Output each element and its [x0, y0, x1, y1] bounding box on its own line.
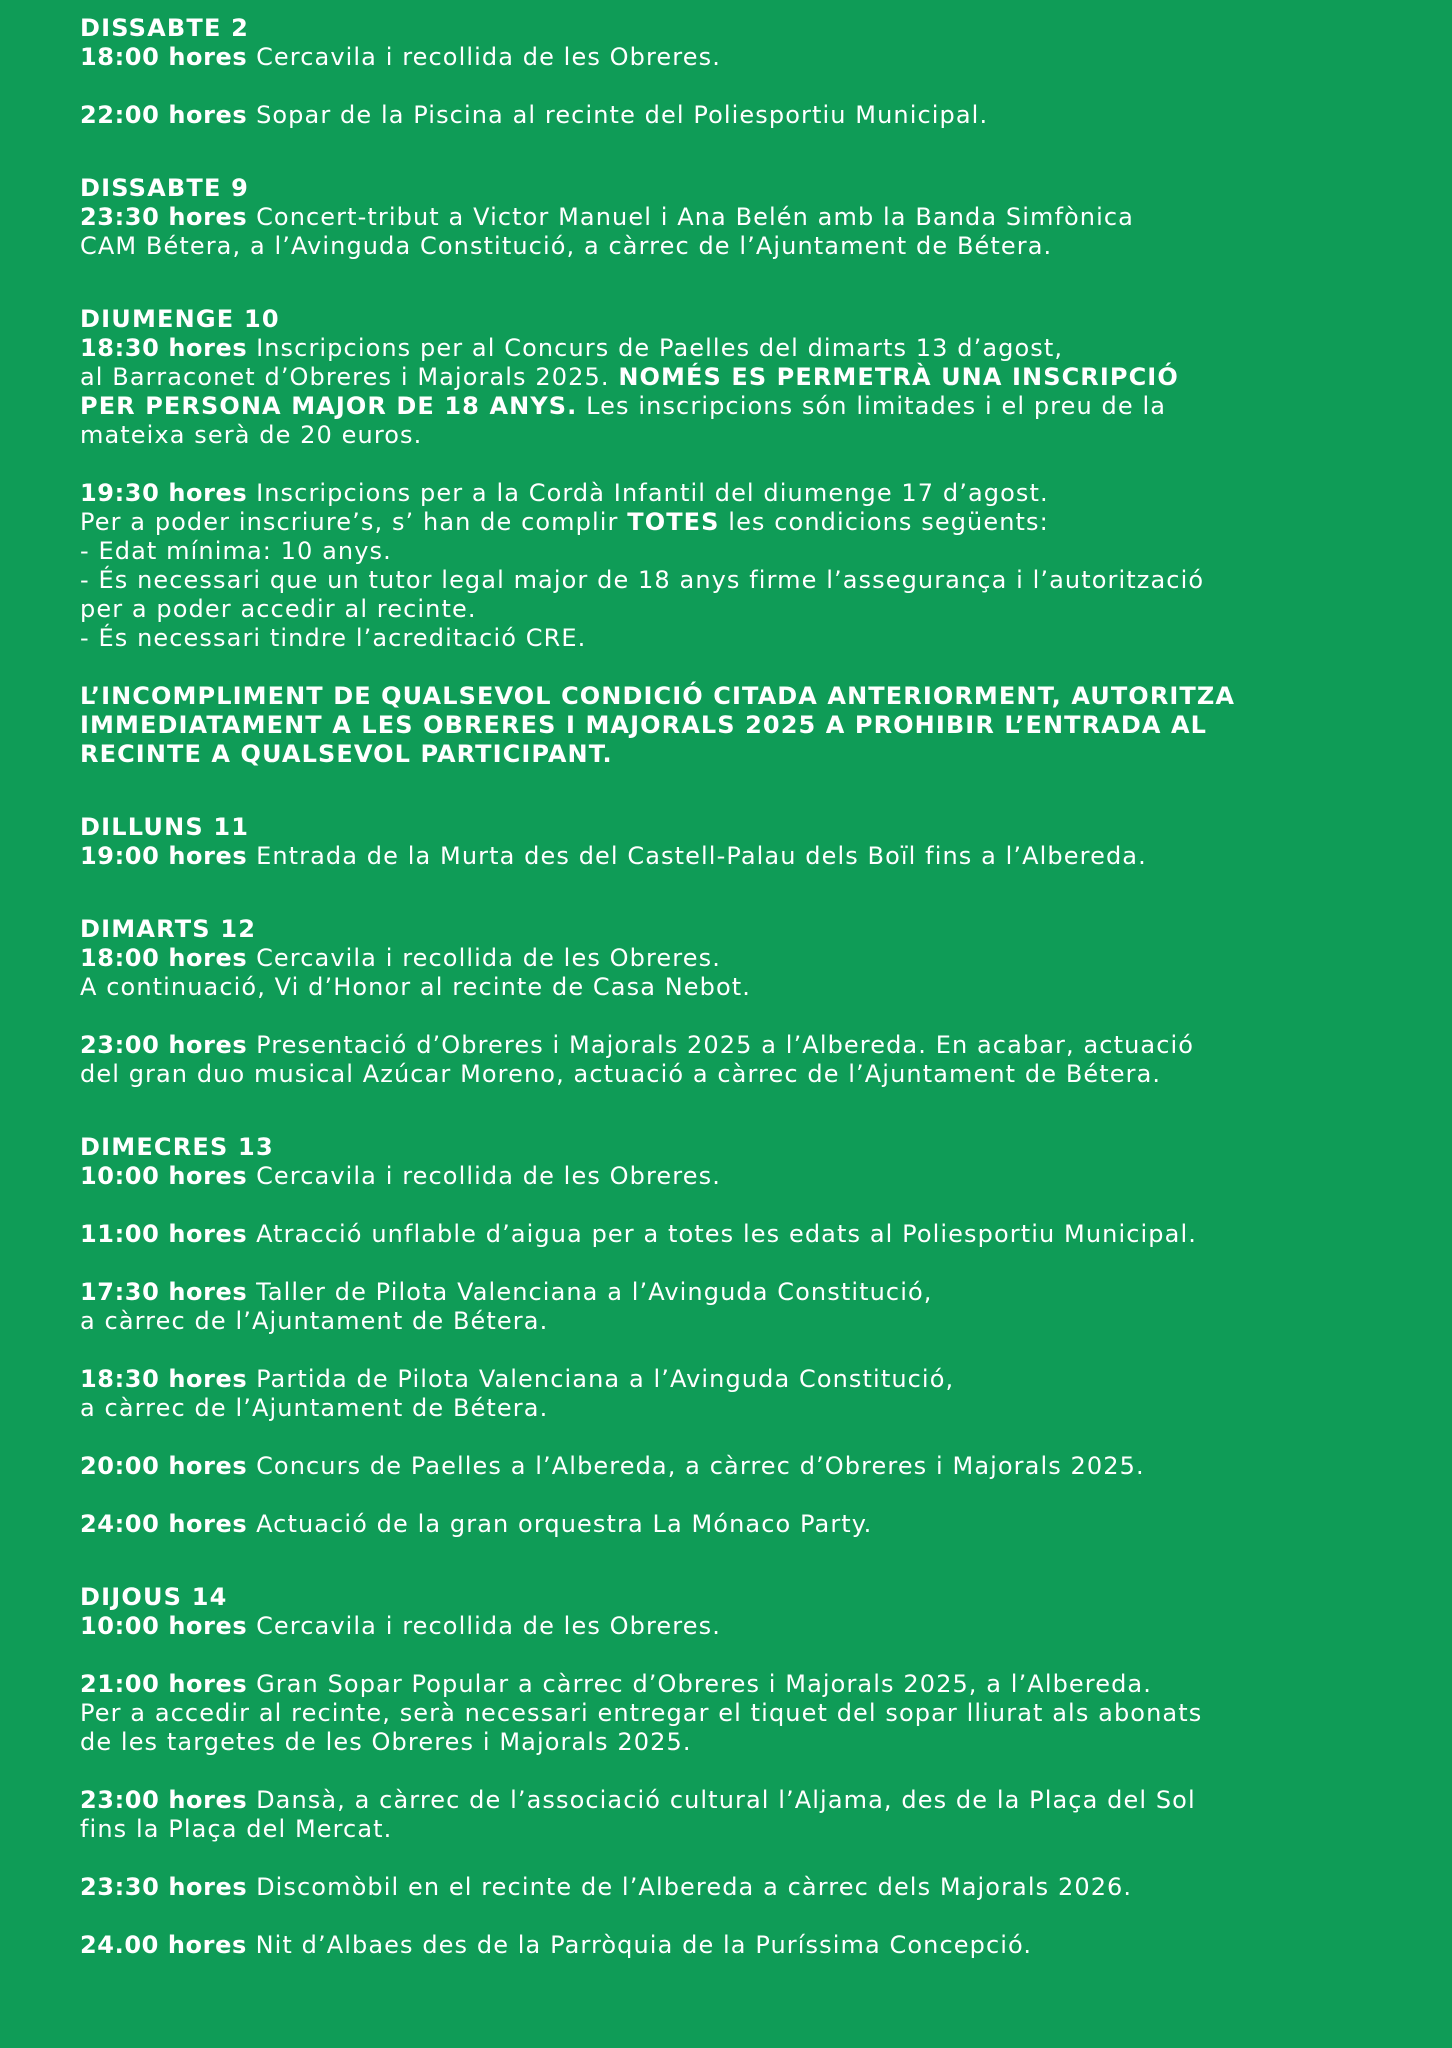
event-text-line2-rest: les condicions següents:: [728, 508, 1049, 536]
day-title: DIMECRES 13: [80, 1133, 274, 1161]
event: [80, 43, 1430, 72]
event: [80, 1365, 1430, 1423]
festival-schedule: [80, 14, 1430, 1960]
event-time: 23:30 hores: [80, 1873, 248, 1901]
event-text: Taller de Pilota Valenciana a l’Avinguda Constitució,: [256, 1278, 933, 1306]
event: [80, 1278, 1430, 1336]
event-text-line2: al Barraconet d’Obreres i Majorals 2025.: [80, 363, 610, 391]
event-text: Sopar de la Piscina al recinte del Poliesportiu Municipal.: [256, 101, 989, 129]
event-text: Cercavila i recollida de les Obreres.: [256, 944, 721, 972]
event-time: 18:30 hores: [80, 334, 248, 362]
event-time: 21:00 hores: [80, 1670, 248, 1698]
event-text: Concurs de Paelles a l’Albereda, a càrrec d’Obreres i Majorals 2025.: [256, 1452, 1145, 1480]
event-text: Presentació d’Obreres i Majorals 2025 a l’Albereda. En acabar, actuació: [256, 1031, 1195, 1059]
event-text-line3: de les targetes de les Obreres i Majorals 2025.: [80, 1728, 692, 1756]
event: [80, 1031, 1430, 1089]
event-text-line2: a càrrec de l’Ajuntament de Bétera.: [80, 1307, 549, 1335]
day-title: DIUMENGE 10: [80, 305, 280, 333]
event-text-line2: a càrrec de l’Ajuntament de Bétera.: [80, 1394, 549, 1422]
event-text-line2: fins la Plaça del Mercat.: [80, 1815, 393, 1843]
event: [80, 1612, 1430, 1641]
day-dijous-14: [80, 1583, 1430, 1960]
event: [80, 1162, 1430, 1191]
day-dimarts-12: [80, 915, 1430, 1089]
condition-item-cont: per a poder accedir al recinte.: [80, 595, 477, 623]
event: [80, 1510, 1430, 1539]
event-time: 19:30 hores: [80, 479, 248, 507]
event-time: 23:00 hores: [80, 1031, 248, 1059]
warning-line: RECINTE A QUALSEVOL PARTICIPANT.: [80, 740, 613, 768]
day-dissabte-9: [80, 174, 1430, 261]
event: [80, 203, 1430, 261]
day-title: DISSABTE 2: [80, 14, 250, 42]
event-time: 11:00 hores: [80, 1220, 248, 1248]
event-time: 18:00 hores: [80, 944, 248, 972]
event: [80, 1670, 1430, 1757]
event: [80, 1452, 1430, 1481]
event-text-line2: Per a poder inscriure’s, s’ han de complir: [80, 508, 619, 536]
event-text: Concert-tribut a Victor Manuel i Ana Belén amb la Banda Simfònica: [256, 203, 1134, 231]
event-text-line2: CAM Bétera, a l’Avinguda Constitució, a càrrec de l’Ajuntament de Bétera.: [80, 232, 1053, 260]
event: [80, 1220, 1430, 1249]
event-time: 17:30 hores: [80, 1278, 248, 1306]
event-emphasis: TOTES: [627, 508, 720, 536]
day-dissabte-2: [80, 14, 1430, 130]
event-text: Atracció unflable d’aigua per a totes les edats al Poliesportiu Municipal.: [256, 1220, 1197, 1248]
event-time: 23:00 hores: [80, 1786, 248, 1814]
day-dilluns-11: [80, 813, 1430, 871]
event-time: 23:30 hores: [80, 203, 248, 231]
event: [80, 1786, 1430, 1844]
condition-item: - És necessari que un tutor legal major de 18 anys firme l’assegurança i l’autorització: [80, 566, 1205, 594]
event-text: Entrada de la Murta des del Castell-Palau dels Boïl fins a l’Albereda.: [256, 842, 1147, 870]
event-emphasis: NOMÉS ES PERMETRÀ UNA INSCRIPCIÓ: [618, 363, 1179, 391]
event-time: 24.00 hores: [80, 1931, 247, 1959]
condition-item: - Edat mínima: 10 anys.: [80, 537, 392, 565]
event-text: Inscripcions per a la Cordà Infantil del diumenge 17 d’agost.: [256, 479, 1049, 507]
event-text: Cercavila i recollida de les Obreres.: [256, 43, 721, 71]
condition-item: - És necessari tindre l’acreditació CRE.: [80, 624, 587, 652]
event: [80, 479, 1430, 537]
event-text: Discomòbil en el recinte de l’Albereda a càrrec dels Majorals 2026.: [256, 1873, 1133, 1901]
event-text-line3: Les inscripcions són limitades i el preu de la: [586, 392, 1167, 420]
event-time: 22:00 hores: [80, 101, 248, 129]
event: [80, 944, 1430, 1002]
event-text-line2: Per a accedir al recinte, serà necessari entregar el tiquet del sopar lliurat als abonats: [80, 1699, 1203, 1727]
event: [80, 1873, 1430, 1902]
event-time: 18:30 hores: [80, 1365, 248, 1393]
event-text: Nit d’Albaes des de la Parròquia de la Puríssima Concepció.: [255, 1931, 1033, 1959]
event-text-line4: mateixa serà de 20 euros.: [80, 421, 423, 449]
event-text: Cercavila i recollida de les Obreres.: [256, 1612, 721, 1640]
day-title: DIJOUS 14: [80, 1583, 228, 1611]
day-title: DIMARTS 12: [80, 915, 257, 943]
event-time: 19:00 hores: [80, 842, 248, 870]
event-time: 10:00 hores: [80, 1612, 248, 1640]
event-emphasis: PER PERSONA MAJOR DE 18 ANYS.: [80, 392, 578, 420]
day-diumenge-10: [80, 305, 1430, 769]
event-time: 20:00 hores: [80, 1452, 248, 1480]
event-time: 18:00 hores: [80, 43, 248, 71]
event-text-line2: del gran duo musical Azúcar Moreno, actuació a càrrec de l’Ajuntament de Bétera.: [80, 1060, 1162, 1088]
event-time: 10:00 hores: [80, 1162, 248, 1190]
event: [80, 334, 1430, 450]
event: [80, 842, 1430, 871]
event: [80, 1931, 1430, 1960]
event-text: Partida de Pilota Valenciana a l’Avinguda Constitució,: [256, 1365, 955, 1393]
event-time: 24:00 hores: [80, 1510, 248, 1538]
event-text: Gran Sopar Popular a càrrec d’Obreres i Majorals 2025, a l’Albereda.: [256, 1670, 1152, 1698]
day-dimecres-13: [80, 1133, 1430, 1539]
event-text: Cercavila i recollida de les Obreres.: [256, 1162, 721, 1190]
event-text: Inscripcions per al Concurs de Paelles del dimarts 13 d’agost,: [256, 334, 1064, 362]
event-text-line2: A continuació, Vi d’Honor al recinte de Casa Nebot.: [80, 973, 752, 1001]
day-title: DISSABTE 9: [80, 174, 250, 202]
warning-line: IMMEDIATAMENT A LES OBRERES I MAJORALS 2025 A PROHIBIR L’ENTRADA AL: [80, 711, 1208, 739]
event-text: Actuació de la gran orquestra La Mónaco Party.: [256, 1510, 873, 1538]
event-text: Dansà, a càrrec de l’associació cultural l’Aljama, des de la Plaça del Sol: [256, 1786, 1196, 1814]
event: [80, 101, 1430, 130]
day-title: DILLUNS 11: [80, 813, 250, 841]
warning-line: L’INCOMPLIMENT DE QUALSEVOL CONDICIÓ CITADA ANTERIORMENT, AUTORITZA: [80, 682, 1236, 710]
